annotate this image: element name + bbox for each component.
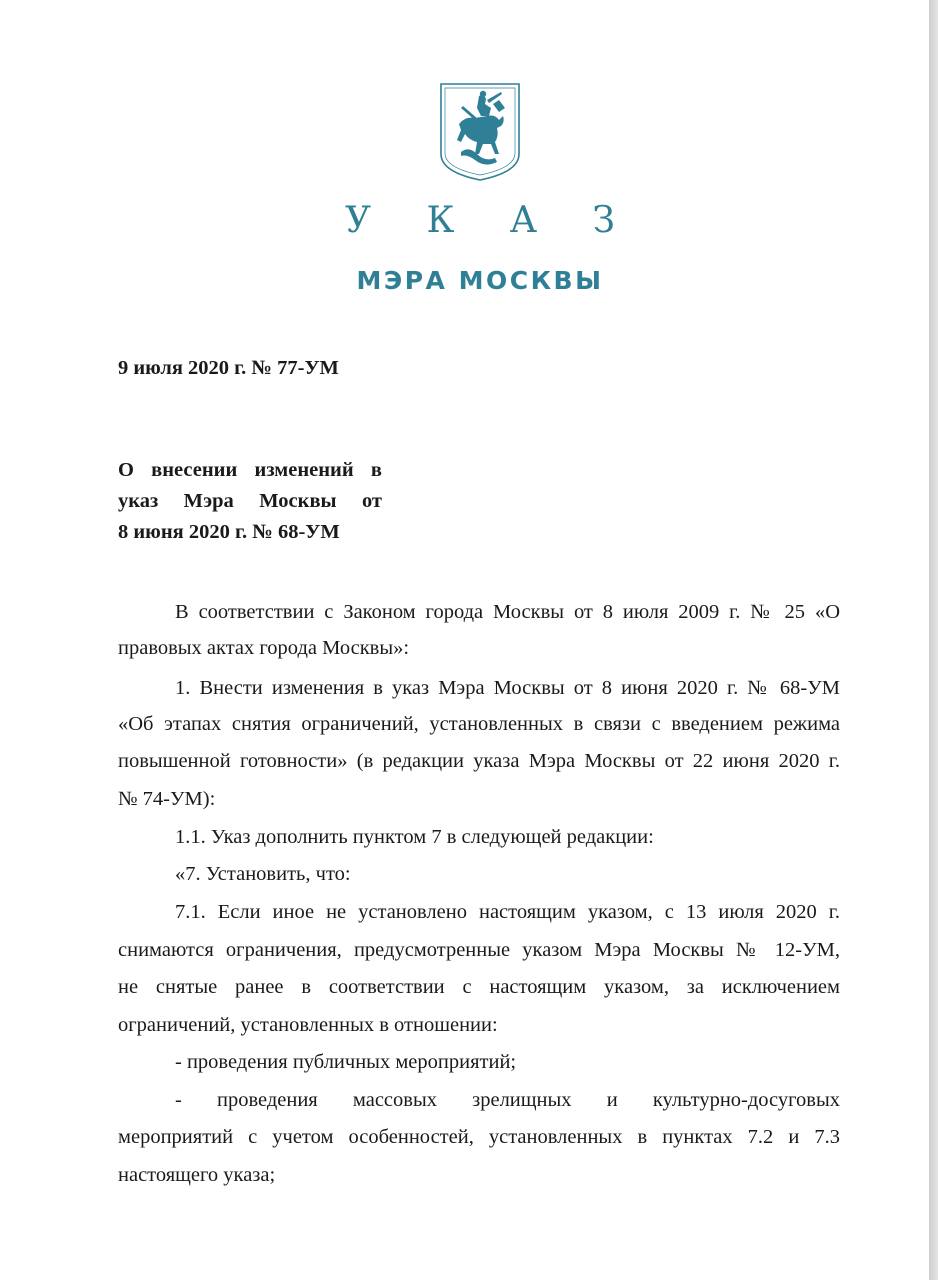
page-edge bbox=[929, 0, 938, 1280]
body-line: «Об этапах снятия ограничений, установленных в связи с введением режима bbox=[118, 713, 840, 735]
body-line: настоящего указа; bbox=[118, 1164, 276, 1186]
body-line: мероприятий с учетом особенностей, установленных в пунктах 7.2 и 7.3 bbox=[118, 1126, 840, 1148]
body-line: - проведения массовых зрелищных и культурно-досуговых bbox=[175, 1089, 840, 1111]
body-line: ограничений, установленных в отношении: bbox=[118, 1014, 498, 1036]
body-line: 7.1. Если иное не установлено настоящим указом, с 13 июля 2020 г. bbox=[175, 901, 840, 923]
decree-issuer: МЭРА МОСКВЫ bbox=[356, 266, 604, 295]
body-line: повышенной готовности» (в редакции указа Мэра Москвы от 22 июня 2020 г. bbox=[118, 750, 840, 772]
body-line: В соответствии с Законом города Москвы от 8 июля 2009 г. № 25 «О bbox=[175, 601, 840, 623]
body-line: 1. Внести изменения в указ Мэра Москвы от 8 июня 2020 г. № 68-УМ bbox=[175, 677, 840, 699]
decree-subject-line: О внесении изменений в bbox=[118, 459, 382, 481]
decree-date-number: 9 июля 2020 г. № 77-УМ bbox=[118, 357, 339, 379]
body-line: не снятые ранее в соответствии с настоящим указом, за исключением bbox=[118, 976, 840, 998]
decree-subject-line: указ Мэра Москвы от bbox=[118, 490, 382, 512]
body-line: 1.1. Указ дополнить пунктом 7 в следующей редакции: bbox=[175, 826, 654, 848]
decree-title: У К А З bbox=[345, 200, 637, 241]
decree-subject-line: 8 июня 2020 г. № 68-УМ bbox=[118, 521, 340, 543]
body-line: «7. Установить, что: bbox=[175, 863, 351, 885]
body-line: снимаются ограничения, предусмотренные указом Мэра Москвы № 12-УМ, bbox=[118, 939, 840, 961]
moscow-coat-of-arms-icon bbox=[439, 82, 521, 182]
body-line: № 74-УМ): bbox=[118, 788, 216, 810]
body-line: правовых актах города Москвы»: bbox=[118, 637, 410, 659]
body-line: - проведения публичных мероприятий; bbox=[175, 1051, 517, 1073]
